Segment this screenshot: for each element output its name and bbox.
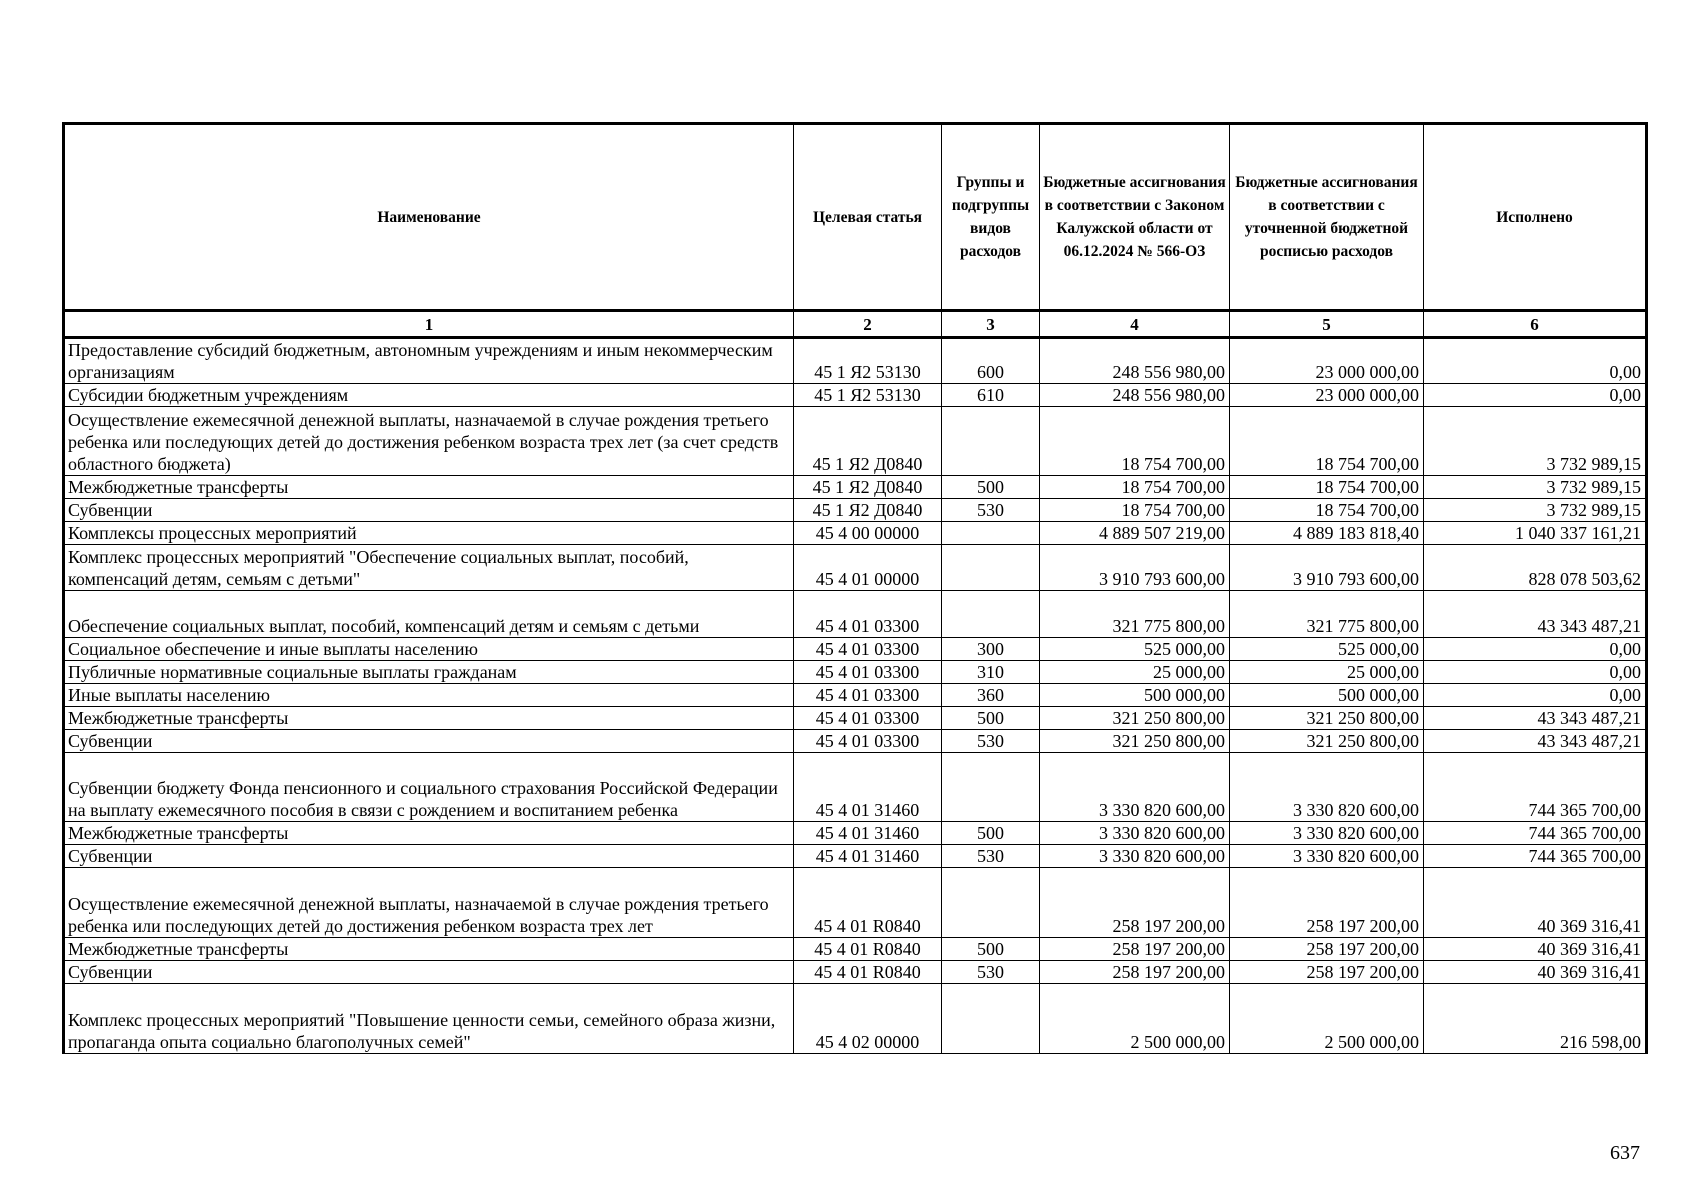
row-expense-group bbox=[942, 545, 1040, 591]
row-name: Межбюджетные трансферты bbox=[64, 822, 794, 845]
row-executed: 40 369 316,41 bbox=[1424, 938, 1647, 961]
table-row bbox=[64, 961, 1647, 984]
table-body bbox=[64, 338, 1647, 1054]
budget-sheet bbox=[62, 122, 1645, 1129]
row-refined-allocation: 18 754 700,00 bbox=[1230, 407, 1424, 476]
row-name: Обеспечение социальных выплат, пособий, компенсаций детям и семьям с детьми bbox=[64, 591, 794, 638]
row-law-allocation: 525 000,00 bbox=[1040, 638, 1230, 661]
row-executed: 0,00 bbox=[1424, 384, 1647, 407]
row-target-article: 45 1 Я2 53130 bbox=[794, 384, 942, 407]
row-target-article: 45 4 01 03300 bbox=[794, 661, 942, 684]
row-law-allocation: 500 000,00 bbox=[1040, 684, 1230, 707]
row-executed: 43 343 487,21 bbox=[1424, 707, 1647, 730]
row-refined-allocation: 525 000,00 bbox=[1230, 638, 1424, 661]
table-row bbox=[64, 522, 1647, 545]
row-name: Предоставление субсидий бюджетным, автономным учреждениям и иным некоммерческим организациям bbox=[64, 338, 794, 384]
table-row bbox=[64, 591, 1647, 638]
row-expense-group bbox=[942, 591, 1040, 638]
table-row bbox=[64, 984, 1647, 1054]
row-law-allocation: 18 754 700,00 bbox=[1040, 476, 1230, 499]
row-executed: 0,00 bbox=[1424, 684, 1647, 707]
table-row bbox=[64, 684, 1647, 707]
column-number: 1 bbox=[64, 311, 794, 338]
row-name: Субсидии бюджетным учреждениям bbox=[64, 384, 794, 407]
row-law-allocation: 2 500 000,00 bbox=[1040, 984, 1230, 1054]
table-row bbox=[64, 938, 1647, 961]
row-law-allocation: 18 754 700,00 bbox=[1040, 407, 1230, 476]
table-row bbox=[64, 753, 1647, 822]
row-name: Комплекс процессных мероприятий "Обеспечение социальных выплат, пособий, компенсаций детям, семьям с детьми" bbox=[64, 545, 794, 591]
row-refined-allocation: 4 889 183 818,40 bbox=[1230, 522, 1424, 545]
row-law-allocation: 258 197 200,00 bbox=[1040, 961, 1230, 984]
row-target-article: 45 1 Я2 53130 bbox=[794, 338, 942, 384]
row-target-article: 45 1 Я2 Д0840 bbox=[794, 499, 942, 522]
row-name: Публичные нормативные социальные выплаты гражданам bbox=[64, 661, 794, 684]
row-law-allocation: 258 197 200,00 bbox=[1040, 868, 1230, 938]
row-refined-allocation: 3 910 793 600,00 bbox=[1230, 545, 1424, 591]
row-law-allocation: 25 000,00 bbox=[1040, 661, 1230, 684]
column-number: 3 bbox=[942, 311, 1040, 338]
row-executed: 744 365 700,00 bbox=[1424, 822, 1647, 845]
row-expense-group bbox=[942, 753, 1040, 822]
row-name: Субвенции бюджету Фонда пенсионного и социального страхования Российской Федерации на выплату ежемесячного пособия в связи с рождением и воспитанием ребенка bbox=[64, 753, 794, 822]
row-target-article: 45 1 Я2 Д0840 bbox=[794, 407, 942, 476]
row-executed: 216 598,00 bbox=[1424, 984, 1647, 1054]
row-refined-allocation: 3 330 820 600,00 bbox=[1230, 753, 1424, 822]
row-name: Субвенции bbox=[64, 845, 794, 868]
row-target-article: 45 4 01 31460 bbox=[794, 822, 942, 845]
row-expense-group bbox=[942, 868, 1040, 938]
row-executed: 3 732 989,15 bbox=[1424, 499, 1647, 522]
row-refined-allocation: 23 000 000,00 bbox=[1230, 338, 1424, 384]
row-target-article: 45 4 01 03300 bbox=[794, 591, 942, 638]
table-row bbox=[64, 499, 1647, 522]
column-number: 5 bbox=[1230, 311, 1424, 338]
table-row bbox=[64, 707, 1647, 730]
header-refined-allocations: Бюджетные ассигнования в соответствии с уточненной бюджетной росписью расходов bbox=[1230, 124, 1424, 311]
table-row bbox=[64, 638, 1647, 661]
row-expense-group: 500 bbox=[942, 707, 1040, 730]
row-target-article: 45 4 02 00000 bbox=[794, 984, 942, 1054]
column-number: 4 bbox=[1040, 311, 1230, 338]
row-name: Межбюджетные трансферты bbox=[64, 476, 794, 499]
row-executed: 3 732 989,15 bbox=[1424, 476, 1647, 499]
column-number: 2 bbox=[794, 311, 942, 338]
header-law-allocations: Бюджетные ассигнования в соответствии с Законом Калужской области от 06.12.2024 № 566-ОЗ bbox=[1040, 124, 1230, 311]
column-number: 6 bbox=[1424, 311, 1647, 338]
row-executed: 40 369 316,41 bbox=[1424, 868, 1647, 938]
table-row bbox=[64, 476, 1647, 499]
row-executed: 43 343 487,21 bbox=[1424, 591, 1647, 638]
row-law-allocation: 248 556 980,00 bbox=[1040, 384, 1230, 407]
table-row bbox=[64, 384, 1647, 407]
row-name: Субвенции bbox=[64, 499, 794, 522]
row-executed: 0,00 bbox=[1424, 661, 1647, 684]
row-law-allocation: 321 775 800,00 bbox=[1040, 591, 1230, 638]
row-expense-group bbox=[942, 984, 1040, 1054]
table-row bbox=[64, 822, 1647, 845]
row-name: Комплексы процессных мероприятий bbox=[64, 522, 794, 545]
row-refined-allocation: 321 775 800,00 bbox=[1230, 591, 1424, 638]
row-law-allocation: 4 889 507 219,00 bbox=[1040, 522, 1230, 545]
row-law-allocation: 3 910 793 600,00 bbox=[1040, 545, 1230, 591]
row-expense-group: 310 bbox=[942, 661, 1040, 684]
row-expense-group: 500 bbox=[942, 476, 1040, 499]
row-refined-allocation: 2 500 000,00 bbox=[1230, 984, 1424, 1054]
row-executed: 1 040 337 161,21 bbox=[1424, 522, 1647, 545]
header-name: Наименование bbox=[64, 124, 794, 311]
table-row bbox=[64, 845, 1647, 868]
header-row bbox=[64, 124, 1647, 311]
row-name: Субвенции bbox=[64, 730, 794, 753]
row-law-allocation: 321 250 800,00 bbox=[1040, 707, 1230, 730]
row-law-allocation: 248 556 980,00 bbox=[1040, 338, 1230, 384]
header-executed: Исполнено bbox=[1424, 124, 1647, 311]
row-executed: 40 369 316,41 bbox=[1424, 961, 1647, 984]
row-refined-allocation: 321 250 800,00 bbox=[1230, 730, 1424, 753]
column-number-row bbox=[64, 311, 1647, 338]
row-executed: 3 732 989,15 bbox=[1424, 407, 1647, 476]
row-executed: 43 343 487,21 bbox=[1424, 730, 1647, 753]
row-refined-allocation: 18 754 700,00 bbox=[1230, 499, 1424, 522]
row-target-article: 45 4 01 R0840 bbox=[794, 961, 942, 984]
row-target-article: 45 4 01 03300 bbox=[794, 638, 942, 661]
row-refined-allocation: 258 197 200,00 bbox=[1230, 938, 1424, 961]
row-law-allocation: 3 330 820 600,00 bbox=[1040, 845, 1230, 868]
row-law-allocation: 258 197 200,00 bbox=[1040, 938, 1230, 961]
row-expense-group: 530 bbox=[942, 730, 1040, 753]
row-target-article: 45 4 01 31460 bbox=[794, 753, 942, 822]
row-refined-allocation: 3 330 820 600,00 bbox=[1230, 822, 1424, 845]
row-expense-group: 360 bbox=[942, 684, 1040, 707]
row-refined-allocation: 321 250 800,00 bbox=[1230, 707, 1424, 730]
row-expense-group: 610 bbox=[942, 384, 1040, 407]
table-row bbox=[64, 730, 1647, 753]
row-target-article: 45 4 01 00000 bbox=[794, 545, 942, 591]
row-executed: 744 365 700,00 bbox=[1424, 845, 1647, 868]
row-executed: 828 078 503,62 bbox=[1424, 545, 1647, 591]
row-refined-allocation: 500 000,00 bbox=[1230, 684, 1424, 707]
row-target-article: 45 4 01 03300 bbox=[794, 730, 942, 753]
table-row bbox=[64, 868, 1647, 938]
row-name: Осуществление ежемесячной денежной выплаты, назначаемой в случае рождения третьего ребенка или последующих детей до достижения ребенком возраста трех лет (за счет средств областного бюджета) bbox=[64, 407, 794, 476]
row-executed: 744 365 700,00 bbox=[1424, 753, 1647, 822]
row-law-allocation: 18 754 700,00 bbox=[1040, 499, 1230, 522]
row-executed: 0,00 bbox=[1424, 638, 1647, 661]
table-row bbox=[64, 545, 1647, 591]
row-expense-group: 530 bbox=[942, 499, 1040, 522]
row-name: Межбюджетные трансферты bbox=[64, 707, 794, 730]
header-target-article: Целевая статья bbox=[794, 124, 942, 311]
row-name: Межбюджетные трансферты bbox=[64, 938, 794, 961]
row-refined-allocation: 258 197 200,00 bbox=[1230, 961, 1424, 984]
row-expense-group: 500 bbox=[942, 822, 1040, 845]
table-row bbox=[64, 407, 1647, 476]
row-expense-group: 300 bbox=[942, 638, 1040, 661]
row-target-article: 45 4 01 R0840 bbox=[794, 938, 942, 961]
row-refined-allocation: 25 000,00 bbox=[1230, 661, 1424, 684]
header-expense-groups: Группы и подгруппы видов расходов bbox=[942, 124, 1040, 311]
row-law-allocation: 321 250 800,00 bbox=[1040, 730, 1230, 753]
budget-table bbox=[62, 122, 1648, 1054]
row-refined-allocation: 18 754 700,00 bbox=[1230, 476, 1424, 499]
row-law-allocation: 3 330 820 600,00 bbox=[1040, 822, 1230, 845]
row-target-article: 45 4 01 03300 bbox=[794, 684, 942, 707]
row-executed: 0,00 bbox=[1424, 338, 1647, 384]
row-name: Субвенции bbox=[64, 961, 794, 984]
row-expense-group bbox=[942, 407, 1040, 476]
row-name: Социальное обеспечение и иные выплаты населению bbox=[64, 638, 794, 661]
row-target-article: 45 4 00 00000 bbox=[794, 522, 942, 545]
row-refined-allocation: 258 197 200,00 bbox=[1230, 868, 1424, 938]
row-refined-allocation: 23 000 000,00 bbox=[1230, 384, 1424, 407]
row-refined-allocation: 3 330 820 600,00 bbox=[1230, 845, 1424, 868]
row-target-article: 45 4 01 31460 bbox=[794, 845, 942, 868]
row-name: Иные выплаты населению bbox=[64, 684, 794, 707]
row-name: Осуществление ежемесячной денежной выплаты, назначаемой в случае рождения третьего ребенка или последующих детей до достижения ребенком возраста трех лет bbox=[64, 868, 794, 938]
page-number: 637 bbox=[1610, 1142, 1640, 1164]
row-law-allocation: 3 330 820 600,00 bbox=[1040, 753, 1230, 822]
row-expense-group bbox=[942, 522, 1040, 545]
row-expense-group: 530 bbox=[942, 961, 1040, 984]
row-target-article: 45 4 01 R0840 bbox=[794, 868, 942, 938]
table-row bbox=[64, 661, 1647, 684]
row-expense-group: 500 bbox=[942, 938, 1040, 961]
row-target-article: 45 4 01 03300 bbox=[794, 707, 942, 730]
row-expense-group: 600 bbox=[942, 338, 1040, 384]
table-row bbox=[64, 338, 1647, 384]
row-expense-group: 530 bbox=[942, 845, 1040, 868]
row-name: Комплекс процессных мероприятий "Повышение ценности семьи, семейного образа жизни, пропаганда опыта социально благополучных семей" bbox=[64, 984, 794, 1054]
row-target-article: 45 1 Я2 Д0840 bbox=[794, 476, 942, 499]
